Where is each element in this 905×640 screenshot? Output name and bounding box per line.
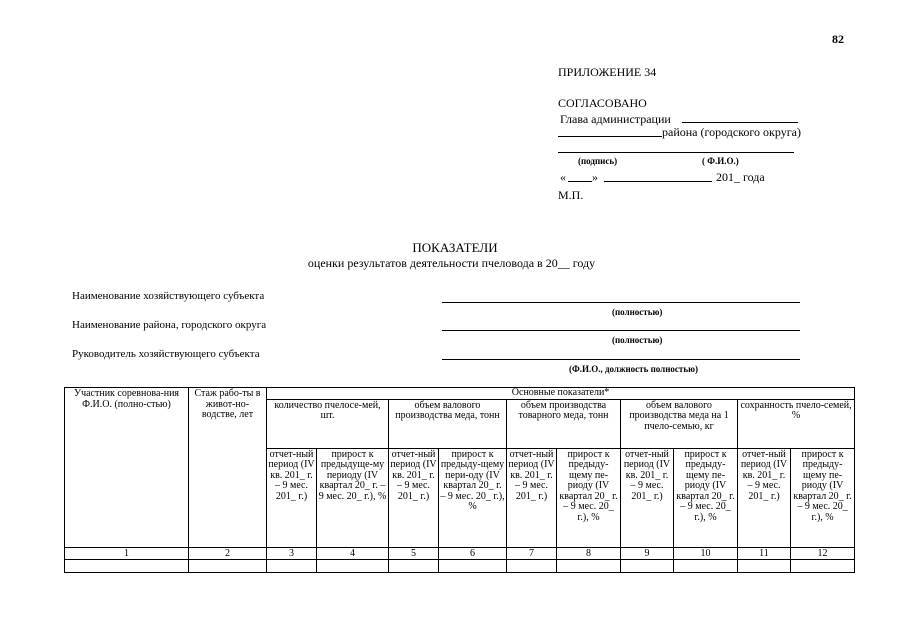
column-number-8: 8	[557, 547, 621, 559]
header-main-indicators: Основные показатели*	[267, 388, 855, 400]
field-caption-entity: (полностью)	[612, 307, 663, 317]
subheader-growth-4: прирост к предыдуще-му периоду (IV квартал 20_ г. – 9 мес. 20_ г.), %	[317, 448, 389, 547]
field-line-district	[442, 330, 800, 331]
date-year: 201_ года	[716, 170, 765, 184]
column-number-10: 10	[674, 547, 738, 559]
subheader-reporting-3: отчет-ный период (IV кв. 201_ г. – 9 мес. 201_ г.)	[267, 448, 317, 547]
column-number-2: 2	[189, 547, 267, 559]
signature-caption: (подпись)	[578, 156, 618, 166]
header-group-commercial-honey: объем производства товарного меда, тонн	[507, 399, 621, 448]
approval-title: СОГЛАСОВАНО	[558, 96, 647, 110]
date-quote-open: «	[560, 170, 566, 184]
header-group-honey-per-colony: объем валового производства меда на 1 пчело-семью, кг	[621, 399, 738, 448]
header-group-gross-honey: объем валового производства меда, тонн	[389, 399, 507, 448]
column-number-12: 12	[791, 547, 855, 559]
document-title: ПОКАЗАТЕЛИ	[412, 240, 498, 255]
indicators-table	[64, 387, 855, 573]
district-blank-line	[558, 136, 662, 137]
header-participant: Участник соревнова-ния Ф.И.О. (полно-стью)	[65, 388, 189, 548]
column-number-9: 9	[621, 547, 674, 559]
subheader-reporting-5: отчет-ный период (IV кв. 201_ г. – 9 мес. 201_ г.)	[389, 448, 439, 547]
field-caption-district: (полностью)	[612, 335, 663, 345]
subheader-growth-8: прирост к предыду-щему пе-риоду (IV квартал 20_ г. – 9 мес. 20_ г.), %	[557, 448, 621, 547]
column-number-7: 7	[507, 547, 557, 559]
column-number-5: 5	[389, 547, 439, 559]
column-number-3: 3	[267, 547, 317, 559]
column-number-4: 4	[317, 547, 389, 559]
column-number-1: 1	[65, 547, 189, 559]
page-number: 82	[832, 32, 844, 46]
signature-line	[558, 152, 794, 153]
table-row	[65, 559, 855, 572]
header-group-colonies: количество пчелосе-мей, шт.	[267, 399, 389, 448]
approval-district-line: района (городского округа)	[662, 125, 801, 139]
appendix-label: ПРИЛОЖЕНИЕ 34	[558, 65, 657, 79]
document-subtitle: оценки результатов деятельности пчеловода в 20__ году	[307, 256, 596, 270]
subheader-reporting-7: отчет-ный период (IV кв. 201_ г. – 9 мес. 201_ г.)	[507, 448, 557, 547]
field-line-head	[442, 359, 800, 360]
field-label-head: Руководитель хозяйствующего субъекта	[72, 348, 260, 360]
approval-head-line: Глава администрации	[560, 112, 671, 126]
header-experience: Стаж рабо-ты в живот-но-водстве, лет	[189, 388, 267, 548]
fio-caption: ( Ф.И.О.)	[702, 156, 739, 166]
header-group-preservation: сохранность пчело-семей, %	[738, 399, 855, 448]
field-caption-head: (Ф.И.О., должность полностью)	[569, 364, 698, 374]
subheader-reporting-9: отчет-ный период (IV кв. 201_ г. – 9 мес. 201_ г.)	[621, 448, 674, 547]
field-line-entity	[442, 302, 800, 303]
column-number-6: 6	[439, 547, 507, 559]
date-quote-close: »	[592, 170, 598, 184]
field-label-district: Наименование района, городского округа	[72, 319, 267, 331]
subheader-growth-12: прирост к предыду-щему пе-риоду (IV квартал 20_ г. – 9 мес. 20_ г.), %	[791, 448, 855, 547]
date-month-line	[604, 181, 712, 182]
subheader-growth-6: прирост к предыду-щему пери-оду (IV квартал 20_ г. – 9 мес. 20_ г.), %	[439, 448, 507, 547]
head-signature-line	[682, 122, 798, 123]
date-day-line	[568, 181, 592, 182]
column-number-11: 11	[738, 547, 791, 559]
subheader-reporting-11: отчет-ный период (IV кв. 201_ г. – 9 мес. 201_ г.)	[738, 448, 791, 547]
stamp-label: М.П.	[558, 188, 584, 202]
subheader-growth-10: прирост к предыду-щему пе-риоду (IV квартал 20_ г. – 9 мес. 20_ г.), %	[674, 448, 738, 547]
field-label-entity: Наименование хозяйствующего субъекта	[72, 290, 265, 302]
